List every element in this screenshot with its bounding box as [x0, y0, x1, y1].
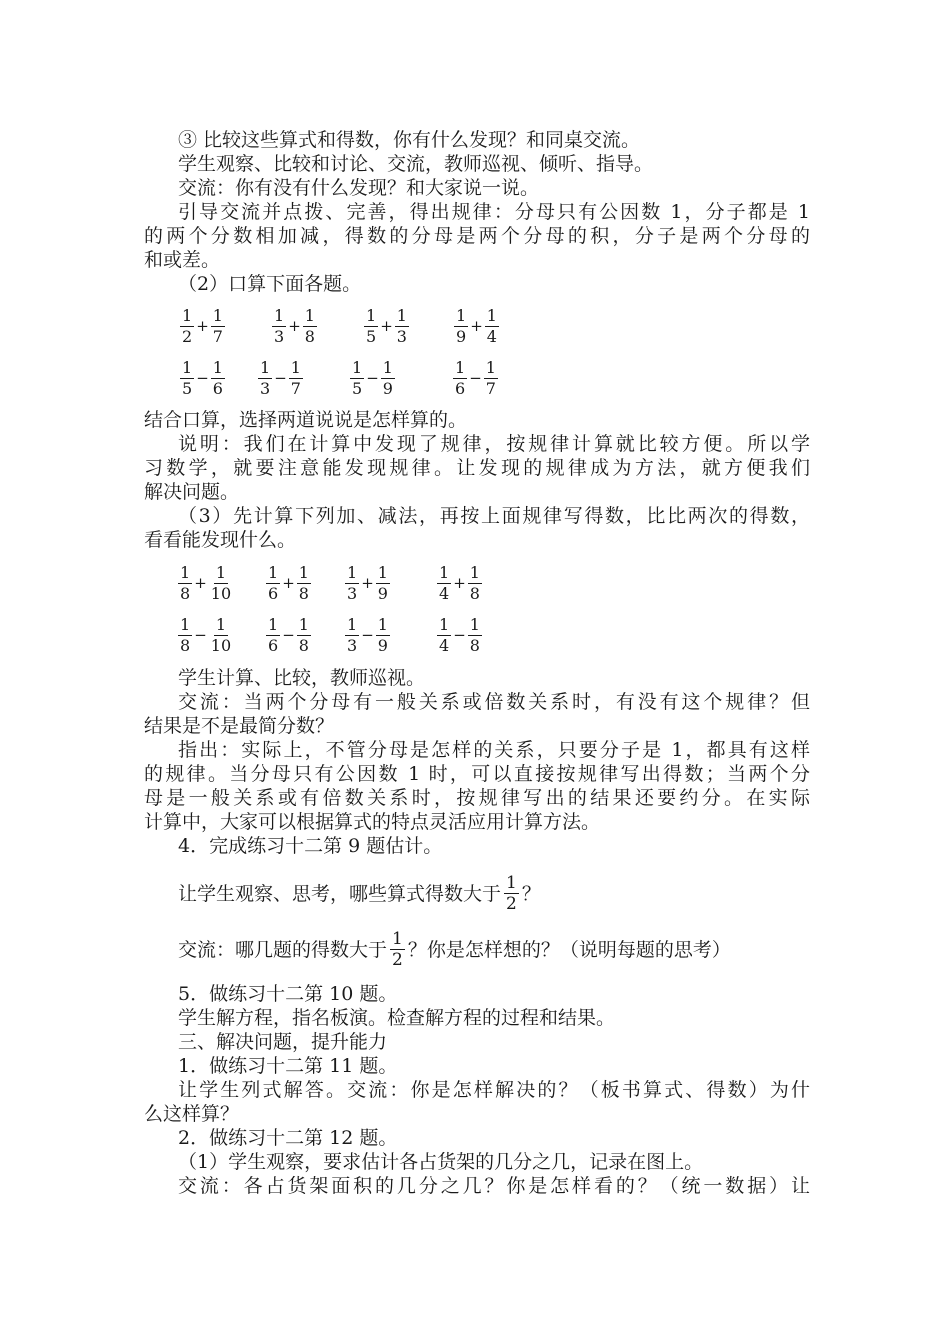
plus-sign: +: [288, 317, 301, 335]
denominator: 6: [212, 378, 223, 398]
denominator: 8: [298, 583, 309, 603]
denominator: 5: [352, 378, 363, 398]
numerator: 1: [377, 562, 388, 582]
denominator: 5: [366, 326, 377, 346]
fraction-expression: [345, 558, 390, 608]
minus-sign: −: [469, 369, 482, 387]
fraction-left: [364, 307, 378, 346]
denominator: 3: [274, 326, 285, 346]
denominator: 7: [212, 326, 223, 346]
minus-sign: −: [194, 626, 207, 644]
fraction-right: [376, 564, 390, 603]
text-line: 计算中，大家可以根据算式的特点灵活应用计算方法。: [144, 811, 601, 833]
numerator: 1: [347, 562, 358, 582]
numerator: 1: [298, 562, 309, 582]
text-line: 习数学，就要注意能发现规律。让发现的规律成为方法，就方便我们: [144, 457, 810, 479]
numerator: 1: [382, 357, 393, 377]
fraction-left: [266, 564, 280, 603]
text-line: ③ 比较这些算式和得数，你有什么发现？和同桌交流。: [178, 129, 641, 151]
fraction-left: [178, 564, 192, 603]
fraction-right: [297, 564, 311, 603]
text-line: 让学生列式解答。交流：你是怎样解决的？（板书算式、得数）为什: [178, 1079, 810, 1101]
section-heading: 三、解决问题，提升能力: [178, 1031, 388, 1053]
fraction-expression: [437, 610, 482, 660]
plus-sign: +: [361, 574, 374, 592]
denominator: 7: [290, 378, 301, 398]
plus-sign: +: [196, 317, 209, 335]
numerator: 1: [304, 305, 315, 325]
minus-sign: −: [366, 369, 379, 387]
denominator: 8: [469, 583, 480, 603]
fraction-expression: [180, 301, 225, 351]
text-line: 看看能发现什么。: [144, 529, 297, 551]
text-line: 结合口算，选择两道说说是怎样算的。: [144, 409, 468, 431]
numerator: 1: [439, 562, 450, 582]
minus-sign: −: [274, 369, 287, 387]
denominator: 4: [439, 635, 450, 655]
numerator: 1: [455, 357, 466, 377]
numerator: 1: [268, 614, 279, 634]
numerator: 1: [456, 305, 467, 325]
denominator: 8: [469, 635, 480, 655]
minus-sign: −: [282, 626, 295, 644]
text-line: 引导交流并点拨、完善，得出规律：分母只有公因数 1，分子都是 1: [178, 201, 810, 223]
numerator: 1: [182, 357, 193, 377]
denominator: 6: [455, 378, 466, 398]
numerator: 1: [366, 305, 377, 325]
numerator: 1: [347, 614, 358, 634]
text-line: 指出：实际上，不管分母是怎样的关系，只要分子是 1，都具有这样: [178, 739, 810, 761]
fraction-left: [350, 359, 364, 398]
denominator: 3: [347, 635, 358, 655]
text-line: 的规律。当分母只有公因数 1 时，可以直接按规律写出得数；当两个分: [144, 763, 810, 785]
numerator: 1: [469, 562, 480, 582]
numerator: 1: [212, 305, 223, 325]
denominator: 7: [485, 378, 496, 398]
denominator: 8: [180, 635, 191, 655]
fraction-expression: [364, 301, 409, 351]
text-line: 解决问题。: [144, 481, 240, 503]
text-line: 么这样算？: [144, 1103, 240, 1125]
fraction-expression: [258, 353, 303, 403]
fraction-right: [209, 564, 233, 603]
text-line: 学生解方程，指名板演。检查解方程的过程和结果。: [178, 1007, 616, 1029]
numerator: 1: [268, 562, 279, 582]
text-line: 学生观察、比较和讨论、交流，教师巡视、倾听、指导。: [178, 153, 654, 175]
fraction-right: [297, 616, 311, 655]
numerator: 1: [486, 305, 497, 325]
fraction-left: [437, 616, 451, 655]
fraction-left: [266, 616, 280, 655]
denominator: 6: [268, 635, 279, 655]
numerator: 1: [180, 562, 191, 582]
denominator: 4: [486, 326, 497, 346]
minus-sign: −: [361, 626, 374, 644]
numerator: 1: [298, 614, 309, 634]
numerator: 1: [182, 305, 193, 325]
minus-sign: −: [196, 369, 209, 387]
fraction-expression: [454, 301, 499, 351]
numerator: 1: [469, 614, 480, 634]
fraction-right: [484, 359, 498, 398]
text-line: 交流：各占货架面积的几分之几？你是怎样看的？（统一数据）让: [178, 1175, 810, 1197]
numerator: 1: [212, 357, 223, 377]
denominator: 10: [210, 583, 232, 603]
fraction-left: [453, 359, 467, 398]
text-line: 2．做练习十二第 12 题。: [178, 1127, 398, 1149]
plus-sign: +: [194, 574, 207, 592]
fraction-left: [345, 616, 359, 655]
text-line: （1）学生观察，要求估计各占货架的几分之几，记录在图上。: [178, 1151, 704, 1173]
plus-sign: +: [453, 574, 466, 592]
fraction-right: [211, 359, 225, 398]
text-line: 1．做练习十二第 11 题。: [178, 1055, 398, 1077]
denominator: 9: [456, 326, 467, 346]
fraction-expression: [350, 353, 395, 403]
numerator: 1: [260, 357, 271, 377]
fraction-expression: [266, 558, 311, 608]
plus-sign: +: [282, 574, 295, 592]
estimate-question: 让学生观察、思考，哪些算式得数大于 $\frac{1}{2}$ ？: [178, 872, 541, 914]
fraction-expression: [345, 610, 390, 660]
fraction-expression: [272, 301, 317, 351]
fraction-expression: [453, 353, 498, 403]
denominator: 3: [260, 378, 271, 398]
plus-sign: +: [380, 317, 393, 335]
numerator: 1: [396, 305, 407, 325]
fraction-expression: [180, 353, 225, 403]
text-line: 的两个分数相加减，得数的分母是两个分母的积，分子是两个分母的: [144, 225, 810, 247]
fraction-left: [180, 307, 194, 346]
plus-sign: +: [470, 317, 483, 335]
denominator: 4: [439, 583, 450, 603]
numerator: 1: [215, 614, 227, 634]
numerator: 1: [215, 562, 227, 582]
fraction-right: [468, 564, 482, 603]
numerator: 1: [485, 357, 496, 377]
fraction-expression: [178, 558, 233, 608]
text-line: 母是一般关系或有倍数关系时，按规律写出的结果还要约分。在实际: [144, 787, 810, 809]
fraction-expression: [178, 610, 233, 660]
fraction-right: [381, 359, 395, 398]
denominator: 2: [182, 326, 193, 346]
text-line: 4．完成练习十二第 9 题估计。: [178, 835, 443, 857]
text-line: 交流：你有没有什么发现？和大家说一说。: [178, 177, 540, 199]
numerator: 1: [274, 305, 285, 325]
text-line: （2）口算下面各题。: [178, 273, 362, 295]
fraction-one-half: $\frac{1}{2}$: [506, 872, 517, 914]
denominator: 9: [377, 635, 388, 655]
fraction-right: [303, 307, 317, 346]
fraction-right: [376, 616, 390, 655]
text-line: 和或差。: [144, 249, 221, 271]
text-line: 学生计算、比较，教师巡视。: [178, 667, 426, 689]
fraction-left: [258, 359, 272, 398]
text-line: （3）先计算下列加、减法，再按上面规律写得数，比比两次的得数，: [178, 505, 810, 527]
text-line: 交流：当两个分母有一般关系或倍数关系时，有没有这个规律？但: [178, 691, 810, 713]
fraction-left: [272, 307, 286, 346]
fraction-expression: [437, 558, 482, 608]
denominator: 9: [382, 378, 393, 398]
fraction-left: [454, 307, 468, 346]
fraction-right: [289, 359, 303, 398]
fraction-left: [345, 564, 359, 603]
text-line: 结果是不是最简分数？: [144, 715, 335, 737]
numerator: 1: [290, 357, 301, 377]
numerator: 1: [439, 614, 450, 634]
denominator: 8: [298, 635, 309, 655]
text-line: 5．做练习十二第 10 题。: [178, 983, 398, 1005]
denominator: 6: [268, 583, 279, 603]
fraction-right: [209, 616, 233, 655]
fraction-left: [180, 359, 194, 398]
fraction-one-half: $\frac{1}{2}$: [392, 928, 403, 970]
fraction-left: [178, 616, 192, 655]
numerator: 1: [377, 614, 388, 634]
denominator: 8: [180, 583, 191, 603]
fraction-right: [485, 307, 499, 346]
denominator: 3: [347, 583, 358, 603]
fraction-right: [395, 307, 409, 346]
denominator: 3: [396, 326, 407, 346]
fraction-left: [437, 564, 451, 603]
estimate-discussion: 交流：哪几题的得数大于 $\frac{1}{2}$ ？你是怎样想的？（说明每题的思考）: [178, 928, 731, 970]
denominator: 9: [377, 583, 388, 603]
fraction-right: [211, 307, 225, 346]
fraction-expression: [266, 610, 311, 660]
numerator: 1: [352, 357, 363, 377]
numerator: 1: [180, 614, 191, 634]
denominator: 8: [304, 326, 315, 346]
denominator: 10: [210, 635, 232, 655]
denominator: 5: [182, 378, 193, 398]
minus-sign: −: [453, 626, 466, 644]
text-line: 说明：我们在计算中发现了规律，按规律计算就比较方便。所以学: [178, 433, 810, 455]
fraction-right: [468, 616, 482, 655]
